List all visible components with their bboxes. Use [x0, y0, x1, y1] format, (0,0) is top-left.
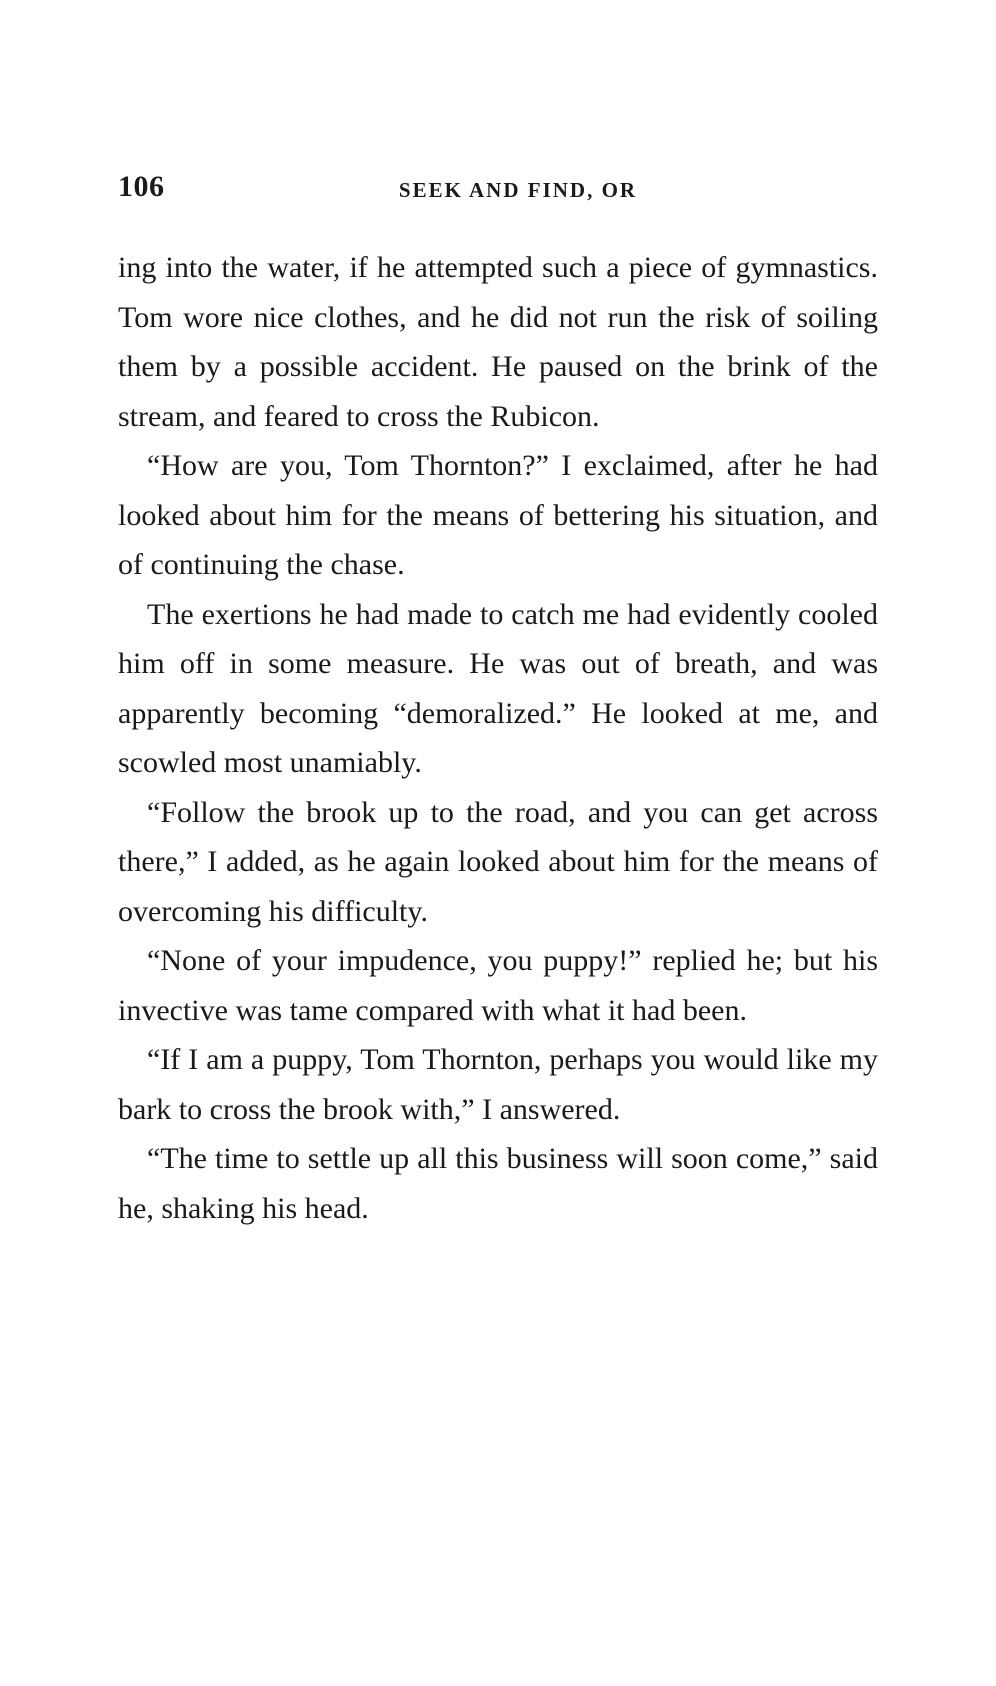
- paragraph-5: “None of your impudence, you puppy!” replied he; but his invective was tame compared with what it had been.: [118, 944, 878, 1027]
- paragraph-7: “The time to settle up all this business will soon come,” said he, shaking his head.: [118, 1142, 878, 1225]
- paragraph-2: “How are you, Tom Thornton?” I exclaimed, after he had looked about him for the means of bettering his situation, and of continuing the chase.: [118, 449, 878, 581]
- running-head: SEEK AND FIND, OR: [398, 178, 638, 202]
- body-text: [118, 243, 878, 1233]
- page-number: 106: [118, 170, 165, 203]
- paragraph-1: ing into the water, if he attempted such a piece of gymnastics. Tom wore nice clothes, and he did not run the risk of soiling them by a possible accident. He paused on the brink of the stream, and feared to cross the Rubicon.: [118, 251, 878, 433]
- page-header: [118, 170, 878, 210]
- paragraph-4: “Follow the brook up to the road, and you can get across there,” I added, as he again looked about him for the means of overcoming his difficulty.: [118, 795, 878, 928]
- paragraph-6: “If I am a puppy, Tom Thornton, perhaps you would like my bark to cross the brook with,” I answered.: [118, 1043, 878, 1126]
- paragraph-3: The exertions he had made to catch me had evidently cooled him off in some measure. He was out of breath, and was apparently becoming “demoralized.” He looked at me, and scowled most unamiably.: [118, 597, 878, 779]
